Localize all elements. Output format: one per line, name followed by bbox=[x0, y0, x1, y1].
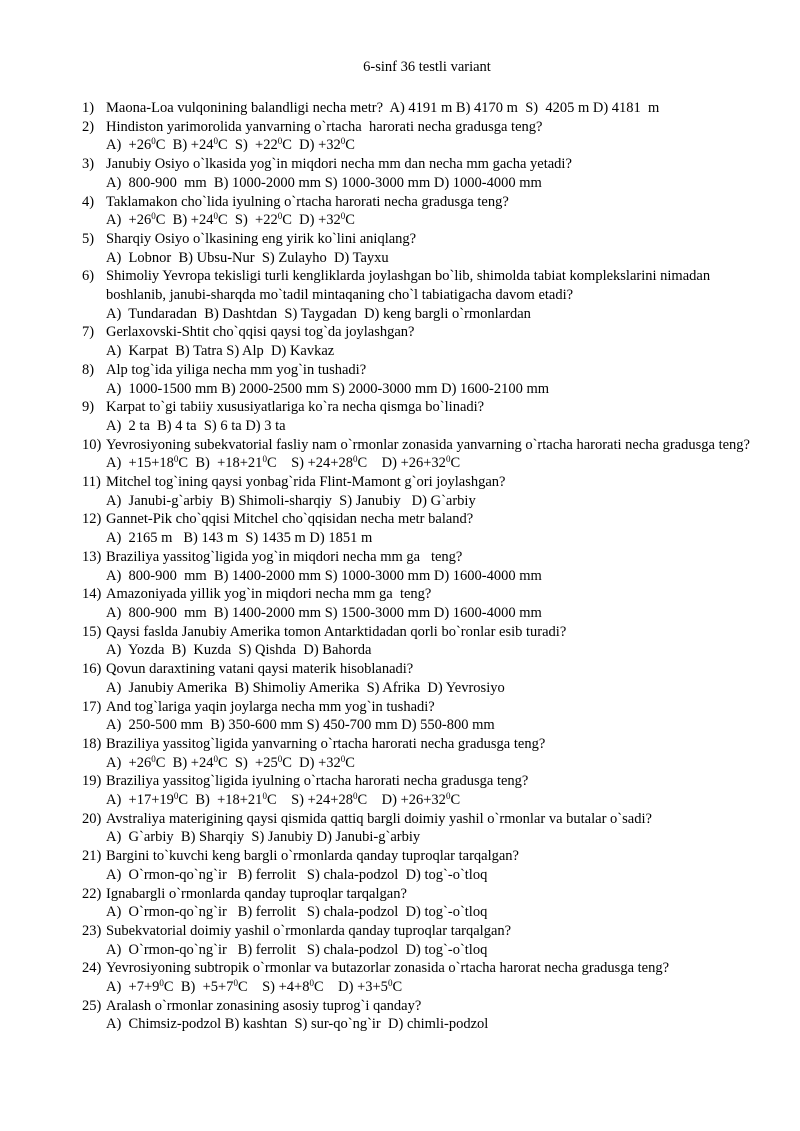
question-text: Shimoliy Yevropa tekisligi turli kengliklarda joylashgan bo`lib, shimolda tabiat komplekslarini nimadan boshlanib, janubi-sharqda mo`tadil mintaqaning cho`l tabiatigacha davom etadi? bbox=[106, 268, 711, 304]
question-number: 24) bbox=[82, 960, 102, 977]
question-line bbox=[82, 323, 760, 342]
question-item bbox=[82, 267, 760, 323]
degree-mark: 0 bbox=[151, 753, 156, 764]
degree-mark: 0 bbox=[340, 136, 346, 147]
degree-mark: 0 bbox=[340, 211, 346, 222]
question-line bbox=[82, 230, 760, 249]
question-line bbox=[82, 810, 760, 829]
question-item bbox=[82, 847, 760, 884]
question-number: 16) bbox=[82, 661, 102, 678]
question-item bbox=[82, 885, 760, 922]
question-item bbox=[82, 623, 760, 660]
question-line bbox=[82, 118, 760, 137]
question-item bbox=[82, 118, 760, 155]
question-item bbox=[82, 772, 760, 809]
question-text: Avstraliya materigining qaysi qismida qattiq bargli doimiy yashil o`rmonlar va butalar o`sadi? bbox=[106, 810, 652, 827]
question-item bbox=[82, 323, 760, 360]
question-item bbox=[82, 361, 760, 398]
question-text: Hindiston yarimorolida yanvarning o`rtacha harorati necha gradusga teng? bbox=[106, 118, 543, 135]
degree-mark: 0 bbox=[277, 753, 283, 764]
question-text: Karpat to`gi tabiiy xususiyatlariga ko`ra necha qismga bo`linadi? bbox=[106, 399, 485, 416]
question-line bbox=[82, 155, 760, 174]
answer-options: $A) +26^0C$ $B) +24^0C$ $S) +25^0C$ $D) +32^0C$ bbox=[106, 753, 355, 771]
question-item bbox=[82, 510, 760, 547]
question-text: Sharqiy Osiyo o`lkasining eng yirik ko`lini aniqlang? bbox=[106, 230, 417, 247]
question-line bbox=[82, 623, 760, 642]
question-line bbox=[82, 772, 760, 791]
question-item bbox=[82, 735, 760, 772]
degree-mark: 0 bbox=[309, 978, 314, 989]
degree-mark: 0 bbox=[173, 791, 179, 802]
question-item bbox=[82, 436, 760, 473]
question-text: Aralash o`rmonlar zonasining asosiy tuprog`i qanday? bbox=[106, 997, 422, 1014]
question-list bbox=[82, 99, 760, 1034]
question-item bbox=[82, 810, 760, 847]
question-item bbox=[82, 548, 760, 585]
question-number: 7) bbox=[82, 324, 95, 341]
question-number: 23) bbox=[82, 922, 102, 939]
answer-options: A) Chimsiz-podzol B) kashtan S) sur-qo`ng`ir D) chimli-podzol bbox=[106, 1016, 489, 1033]
question-text: Qaysi faslda Janubiy Amerika tomon Antarktidadan qorli bo`ronlar esib turadi? bbox=[106, 623, 567, 640]
question-line bbox=[82, 99, 760, 118]
answer-options: $A) +15+18^0C$ $B) +18+21^0C$ $S) +24+28^0C$ $D) +26+32^0C$ bbox=[106, 454, 461, 472]
answer-options: A) O`rmon-qo`ng`ir B) ferrolit S) chala-podzol D) tog`-o`tloq bbox=[106, 866, 488, 883]
answer-options: $A) +7+9^0C$ $B) +5+7^0C$ $S) +4+8^0C$ $D) +3+5^0C$ bbox=[106, 978, 403, 996]
answer-options: A) Yozda B) Kuzda S) Qishda D) Bahorda bbox=[106, 642, 372, 659]
answer-options: A) 800-900 mm B) 1400-2000 mm S) 1500-3000 mm D) 1600-4000 mm bbox=[106, 604, 542, 621]
answer-options: A) Tundaradan B) Dashtdan S) Taygadan D) keng bargli o`rmonlardan bbox=[106, 305, 531, 322]
question-number: 12) bbox=[82, 511, 102, 528]
question-line bbox=[82, 885, 760, 904]
answer-options: A) G`arbiy B) Sharqiy S) Janubiy D) Janubi-g`arbiy bbox=[106, 829, 421, 846]
answer-options: $A) +26^0C$ $B) +24^0C$ $S) +22^0C$ $D) +32^0C$ bbox=[106, 136, 355, 154]
question-number: 19) bbox=[82, 773, 102, 790]
question-number: 25) bbox=[82, 997, 102, 1014]
answer-options: A) O`rmon-qo`ng`ir B) ferrolit S) chala-podzol D) tog`-o`tloq bbox=[106, 904, 488, 921]
question-text: Mitchel tog`ining qaysi yonbag`rida Flint-Mamont g`ori joylashgan? bbox=[106, 474, 506, 491]
degree-mark: 0 bbox=[277, 211, 283, 222]
degree-mark: 0 bbox=[213, 211, 218, 222]
question-line bbox=[82, 735, 760, 754]
question-line bbox=[82, 959, 760, 978]
answer-options: A) Lobnor B) Ubsu-Nur S) Zulayho D) Tayxu bbox=[106, 249, 389, 266]
question-line bbox=[82, 997, 760, 1016]
question-text: Taklamakon cho`lida iyulning o`rtacha harorati necha gradusga teng? bbox=[106, 193, 509, 210]
question-number: 4) bbox=[82, 193, 95, 210]
question-text: Subekvatorial doimiy yashil o`rmonlarda qanday tuproqlar tarqalgan? bbox=[106, 922, 512, 939]
question-text: Qovun daraxtining vatani qaysi materik hisoblanadi? bbox=[106, 661, 414, 678]
question-text: Maona-Loa vulqonining balandligi necha metr? A) 4191 m B) 4170 m S) 4205 m D) 4181 m bbox=[106, 100, 660, 116]
degree-mark: 0 bbox=[233, 978, 238, 989]
answer-options: A) 2165 m B) 143 m S) 1435 m D) 1851 m bbox=[106, 530, 373, 547]
page-title: 6-sinf 36 testli variant bbox=[363, 59, 491, 75]
question-item bbox=[82, 959, 760, 996]
answer-options: A) 800-900 mm B) 1400-2000 mm S) 1000-3000 mm D) 1600-4000 mm bbox=[106, 567, 542, 584]
question-number: 1) bbox=[82, 100, 95, 116]
degree-mark: 0 bbox=[173, 454, 179, 465]
question-text: Bargini to`kuvchi keng bargli o`rmonlarda qanday tuproqlar tarqalgan? bbox=[106, 848, 519, 865]
question-number: 20) bbox=[82, 810, 102, 827]
question-line bbox=[82, 548, 760, 567]
question-line bbox=[82, 267, 760, 304]
question-text: Alp tog`ida yiliga necha mm yog`in tushadi? bbox=[106, 361, 367, 378]
question-item bbox=[82, 660, 760, 697]
question-text: Janubiy Osiyo o`lkasida yog`in miqdori necha mm dan necha mm gacha yetadi? bbox=[106, 156, 572, 173]
question-line bbox=[82, 660, 760, 679]
question-item bbox=[82, 997, 760, 1034]
answer-options: A) Janubi-g`arbiy B) Shimoli-sharqiy S) Janubiy D) G`arbiy bbox=[106, 492, 476, 509]
degree-mark: 0 bbox=[262, 791, 267, 802]
answer-options: A) 800-900 mm B) 1000-2000 mm S) 1000-3000 mm D) 1000-4000 mm bbox=[106, 174, 542, 191]
question-item bbox=[82, 922, 760, 959]
question-item bbox=[82, 473, 760, 510]
question-line bbox=[82, 193, 760, 212]
question-item bbox=[82, 99, 760, 118]
question-text: Amazoniyada yillik yog`in miqdori necha mm ga teng? bbox=[106, 586, 432, 603]
degree-mark: 0 bbox=[387, 978, 393, 989]
question-text: Gannet-Pik cho`qqisi Mitchel cho`qqisidan necha metr baland? bbox=[106, 511, 474, 528]
degree-mark: 0 bbox=[277, 136, 283, 147]
question-number: 9) bbox=[82, 399, 95, 416]
question-number: 15) bbox=[82, 623, 102, 640]
question-text: Braziliya yassitog`ligida iyulning o`rtacha harorati necha gradusga teng? bbox=[106, 773, 529, 790]
question-item bbox=[82, 155, 760, 192]
question-item bbox=[82, 698, 760, 735]
question-number: 11) bbox=[82, 474, 101, 491]
degree-mark: 0 bbox=[213, 136, 218, 147]
degree-mark: 0 bbox=[445, 791, 451, 802]
question-item bbox=[82, 230, 760, 267]
question-line bbox=[82, 361, 760, 380]
degree-mark: 0 bbox=[151, 136, 156, 147]
question-line bbox=[82, 585, 760, 604]
question-number: 6) bbox=[82, 268, 95, 285]
answer-options: A) 250-500 mm B) 350-600 mm S) 450-700 mm D) 550-800 mm bbox=[106, 717, 495, 734]
degree-mark: 0 bbox=[262, 454, 267, 465]
question-text: Braziliya yassitog`ligida yog`in miqdori necha mm ga teng? bbox=[106, 548, 463, 565]
question-line bbox=[82, 698, 760, 717]
question-text: And tog`lariga yaqin joylarga necha mm yog`in tushadi? bbox=[106, 698, 435, 715]
answer-options: A) Janubiy Amerika B) Shimoliy Amerika S) Afrika D) Yevrosiyo bbox=[106, 679, 505, 696]
answer-options: A) 1000-1500 mm B) 2000-2500 mm S) 2000-3000 mm D) 1600-2100 mm bbox=[106, 380, 550, 397]
question-text: Yevrosiyoning subekvatorial fasliy nam o`rmonlar zonasida yanvarning o`rtacha harorati necha gradusga teng? bbox=[106, 436, 750, 453]
answer-options: $A) +26^0C$ $B) +24^0C$ $S) +22^0C$ $D) +32^0C$ bbox=[106, 211, 355, 229]
degree-mark: 0 bbox=[340, 753, 346, 764]
question-number: 21) bbox=[82, 848, 102, 865]
question-number: 14) bbox=[82, 586, 102, 603]
degree-mark: 0 bbox=[445, 454, 451, 465]
question-text: Braziliya yassitog`ligida yanvarning o`rtacha harorati necha gradusga teng? bbox=[106, 735, 546, 752]
degree-mark: 0 bbox=[159, 978, 164, 989]
answer-options: $A) +17+19^0C$ $B) +18+21^0C$ $S) +24+28^0C$ $D) +26+32^0C$ bbox=[106, 791, 461, 809]
question-line bbox=[82, 922, 760, 941]
answer-options: A) O`rmon-qo`ng`ir B) ferrolit S) chala-podzol D) tog`-o`tloq bbox=[106, 941, 488, 958]
question-number: 2) bbox=[82, 118, 95, 135]
question-number: 18) bbox=[82, 735, 102, 752]
question-item bbox=[82, 585, 760, 622]
question-number: 22) bbox=[82, 885, 102, 902]
question-number: 8) bbox=[82, 361, 95, 378]
question-number: 3) bbox=[82, 156, 95, 173]
question-item bbox=[82, 398, 760, 435]
question-line bbox=[82, 473, 760, 492]
question-text: Ignabargli o`rmonlarda qanday tuproqlar tarqalgan? bbox=[106, 885, 407, 902]
answer-options: A) Karpat B) Tatra S) Alp D) Kavkaz bbox=[106, 343, 335, 360]
question-number: 17) bbox=[82, 698, 102, 715]
answer-options: A) 2 ta B) 4 ta S) 6 ta D) 3 ta bbox=[106, 417, 286, 434]
question-text: Gerlaxovski-Shtit cho`qqisi qaysi tog`da joylashgan? bbox=[106, 324, 415, 341]
degree-mark: 0 bbox=[352, 791, 358, 802]
question-number: 10) bbox=[82, 436, 102, 453]
question-item bbox=[82, 193, 760, 230]
degree-mark: 0 bbox=[151, 211, 156, 222]
question-text: Yevrosiyoning subtropik o`rmonlar va butazorlar zonasida o`rtacha harorat necha gradusga teng? bbox=[106, 960, 670, 977]
degree-mark: 0 bbox=[352, 454, 358, 465]
question-line bbox=[82, 398, 760, 417]
question-number: 13) bbox=[82, 548, 102, 565]
question-line bbox=[82, 847, 760, 866]
question-number: 5) bbox=[82, 230, 95, 247]
question-line bbox=[82, 436, 760, 455]
degree-mark: 0 bbox=[213, 753, 218, 764]
question-line bbox=[82, 510, 760, 529]
